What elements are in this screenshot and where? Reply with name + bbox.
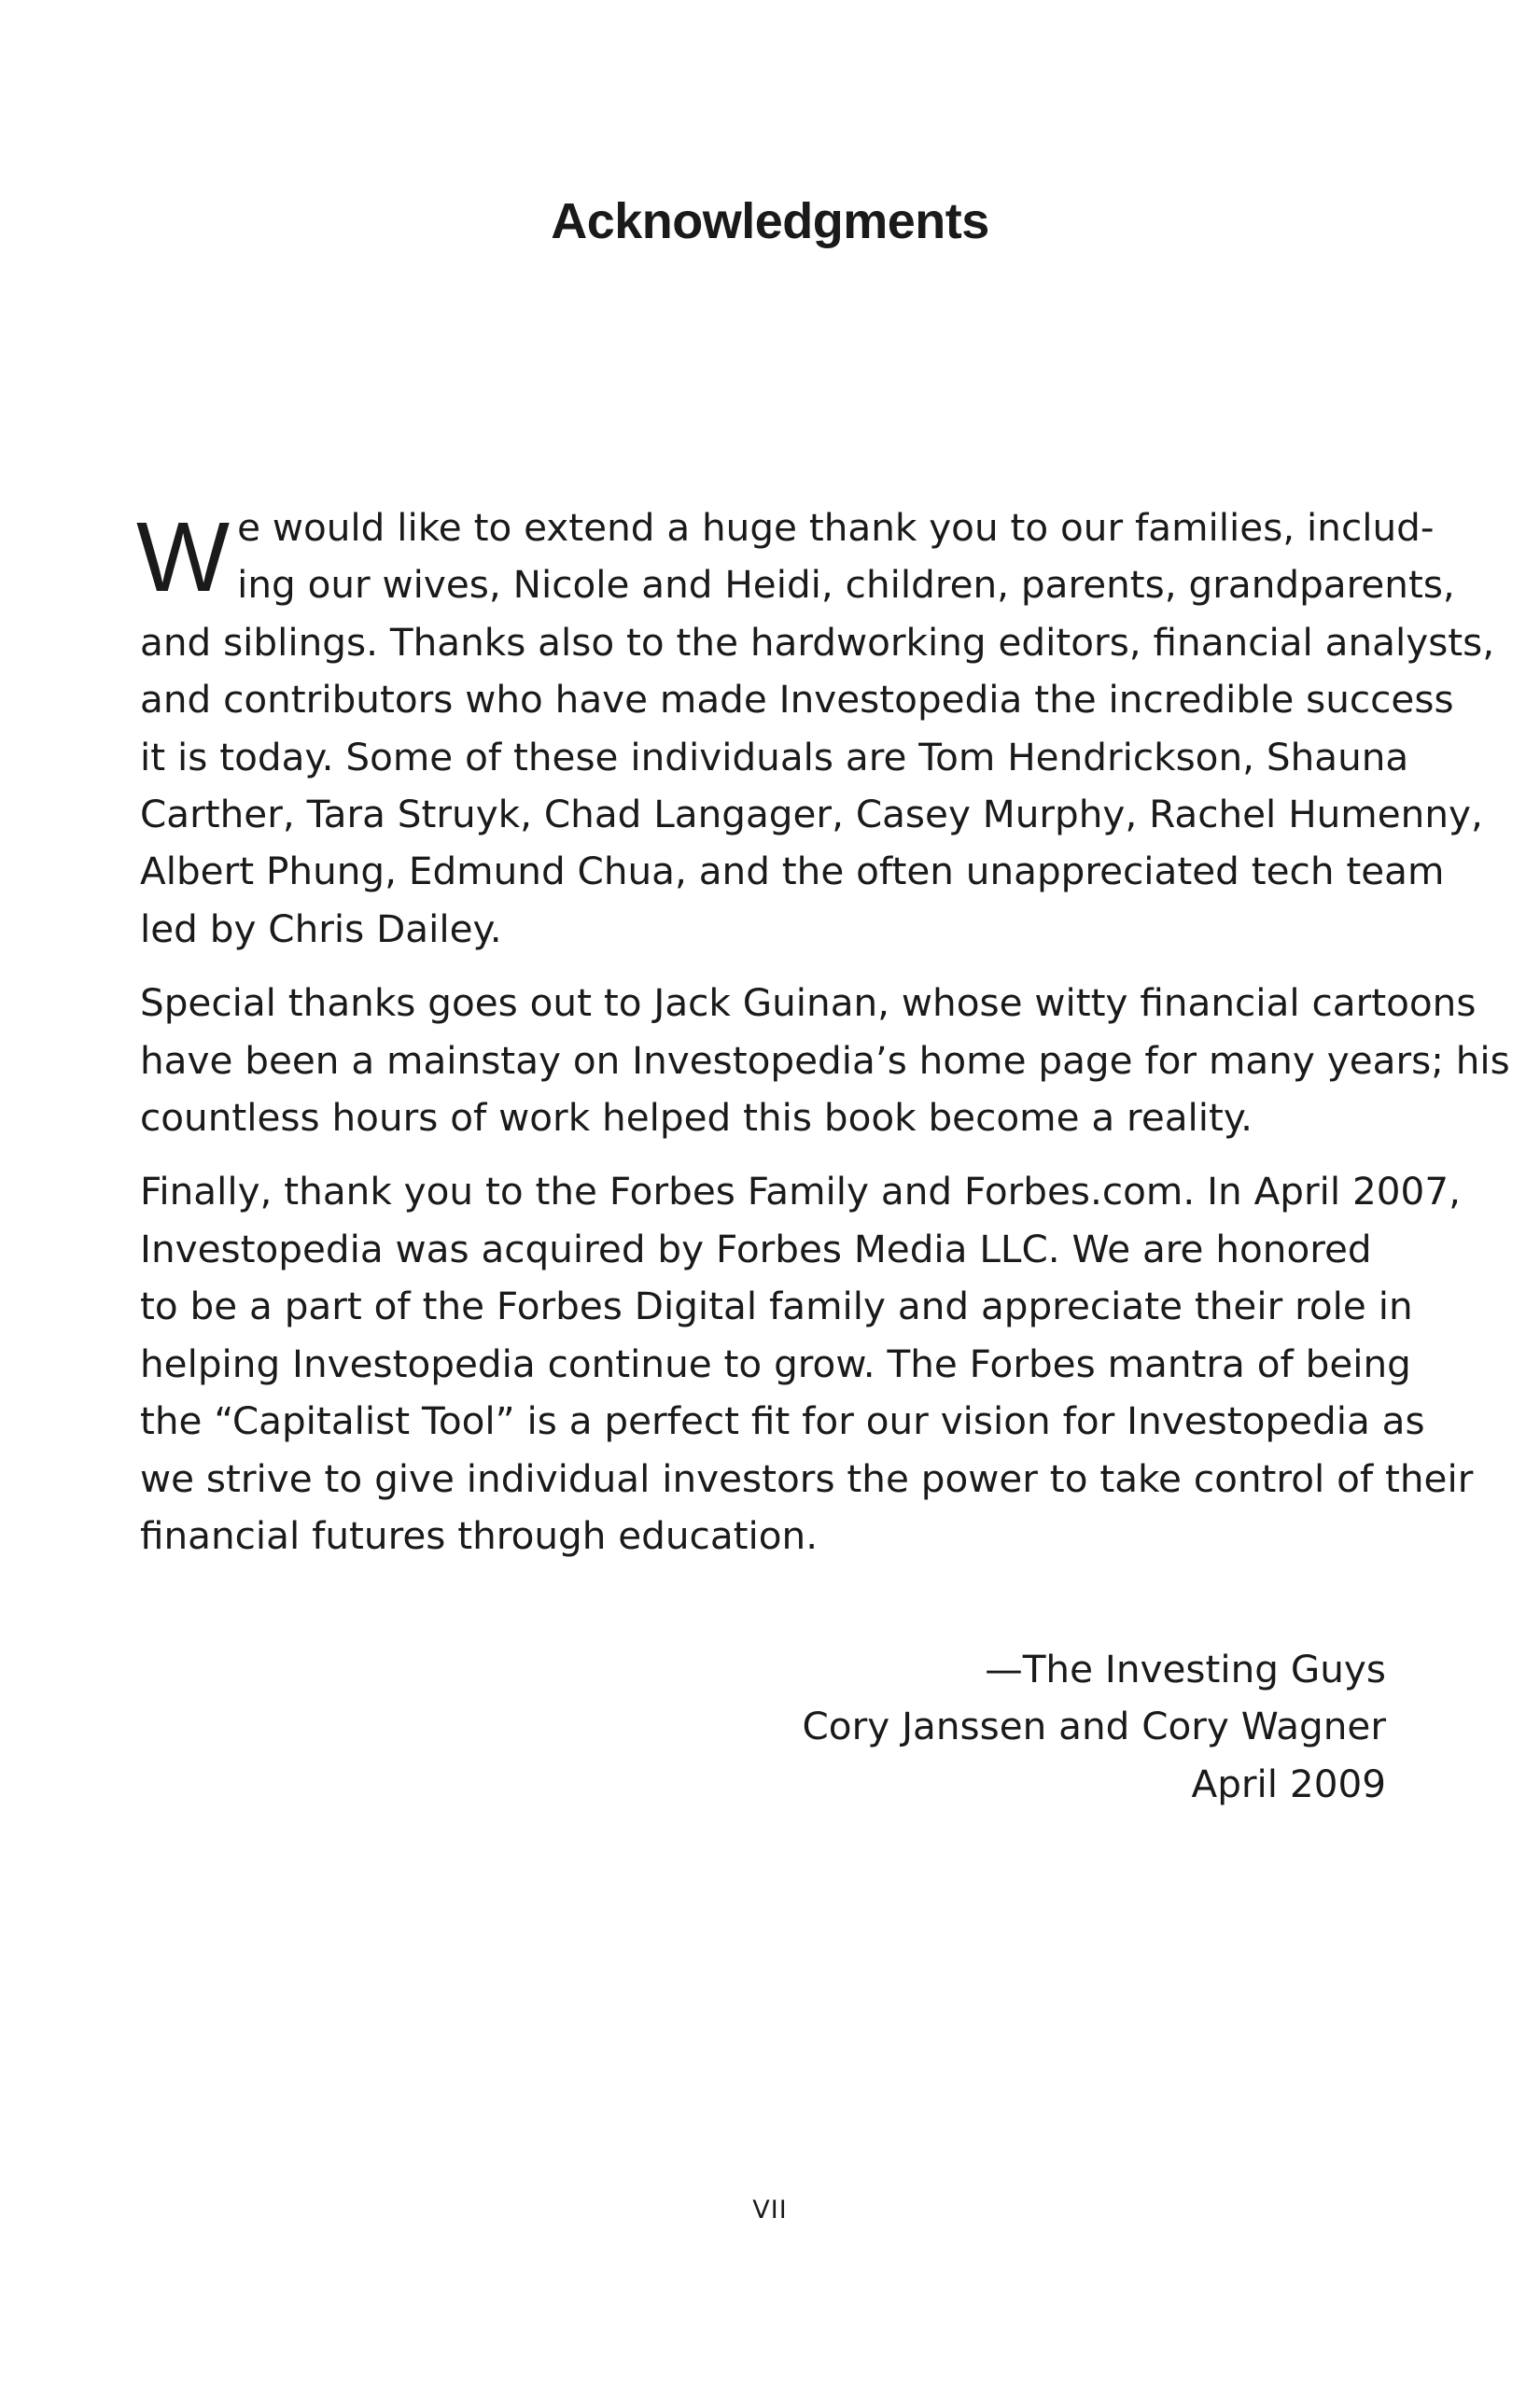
- signature-authors: Cory Janssen and Cory Wagner: [802, 1704, 1386, 1749]
- signature-date: April 2009: [1191, 1761, 1386, 1806]
- drop-cap: W: [136, 502, 231, 612]
- paragraph-3: [140, 1163, 1474, 1565]
- text-line: Special thanks goes out to Jack Guinan, whose witty financial cartoons: [140, 980, 1477, 1026]
- text-line: and contributors who have made Investopedia the incredible success: [140, 677, 1454, 723]
- text-line: to be a part of the Forbes Digital family and appreciate their role in: [140, 1284, 1413, 1329]
- body-text: [136, 499, 1510, 1581]
- text-line: Carther, Tara Struyk, Chad Langager, Casey Murphy, Rachel Humenny,: [140, 792, 1483, 837]
- paragraph-2: [140, 975, 1510, 1146]
- text-line: Investopedia was acquired by Forbes Media LLC. We are honored: [140, 1226, 1372, 1271]
- text-line: Albert Phung, Edmund Chua, and the often unappreciated tech team: [140, 849, 1445, 894]
- text-line: countless hours of work helped this book become a reality.: [140, 1095, 1253, 1141]
- signature: [803, 1641, 1386, 1813]
- text-line: it is today. Some of these individuals are Tom Hendrickson, Shauna: [140, 734, 1409, 779]
- text-line: Finally, thank you to the Forbes Family and Forbes.com. In April 2007,: [140, 1169, 1461, 1214]
- text-line: helping Investopedia continue to grow. The Forbes mantra of being: [140, 1340, 1411, 1386]
- paragraph-1: [136, 499, 1495, 958]
- text-line: led by Chris Dailey.: [140, 905, 502, 951]
- text-line: have been a mainstay on Investopedia’s home page for many years; his: [140, 1037, 1510, 1083]
- page-number: VII: [752, 2196, 788, 2225]
- text-line: the “Capitalist Tool” is a perfect fit for our vision for Investopedia as: [140, 1398, 1425, 1444]
- text-line: ing our wives, Nicole and Heidi, children, parents, grandparents,: [237, 562, 1455, 608]
- text-line: we strive to give individual investors the power to take control of their: [140, 1455, 1474, 1501]
- page-title: Acknowledgments: [551, 193, 989, 249]
- signature-sign-off: —The Investing Guys: [985, 1647, 1386, 1691]
- text-line: financial futures through education.: [140, 1512, 819, 1558]
- text-line: e would like to extend a huge thank you to our families, includ-: [237, 505, 1435, 550]
- text-line: and siblings. Thanks also to the hardworking editors, financial analysts,: [140, 619, 1495, 665]
